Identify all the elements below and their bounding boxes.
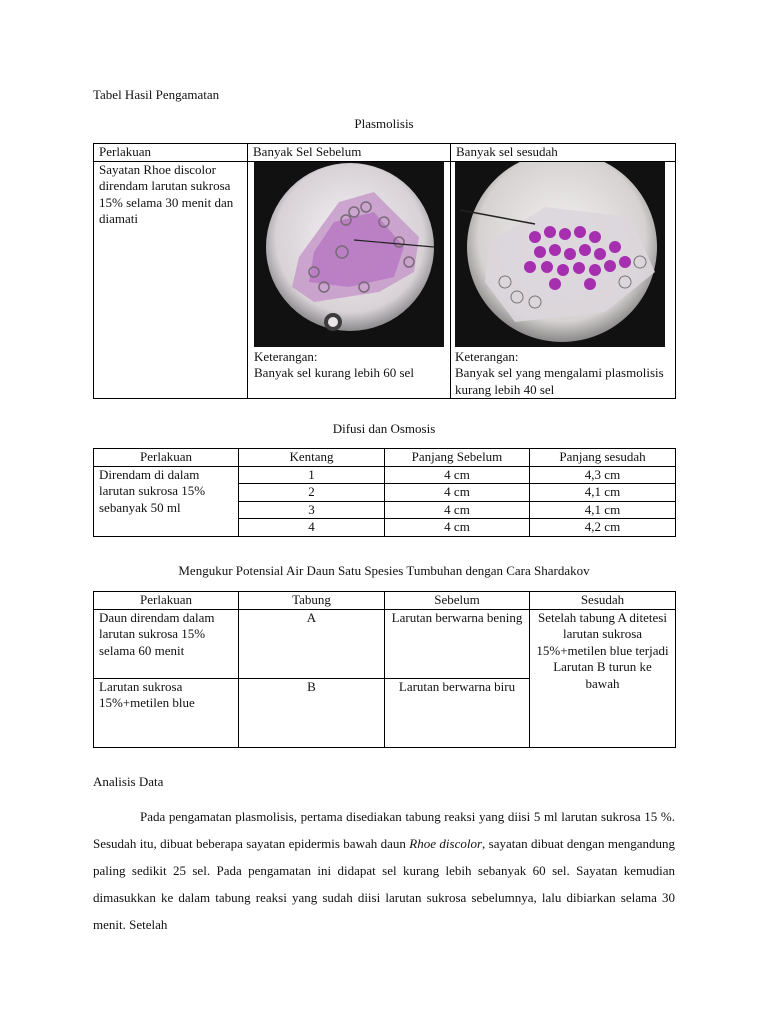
col-header-perlakuan: Perlakuan — [94, 592, 239, 610]
ket-label-before: Keterangan: — [254, 348, 318, 364]
ket-before: Banyak sel kurang lebih 60 sel — [254, 365, 414, 380]
plasmolisis-table — [93, 143, 676, 399]
sebelum-cell: Larutan berwarna biru — [385, 678, 530, 747]
tabung-cell: B — [239, 678, 385, 747]
page-heading: Tabel Hasil Pengamatan — [93, 87, 220, 102]
sesudah-cell: 4,2 cm — [530, 519, 676, 537]
paragraph-text-end: , sayatan dibuat dengan mengandung paling sedikit 25 sel. Pada pengamatan ini didapat sel kurang lebih sebanyak 60 sel. Sayatan kemudian dimasukkan ke dalam tabung reaksi yang sudah diisi larutan sukrosa sebelumnya, lalu dibiarkan selama 30 menit. Setelah — [93, 836, 675, 932]
col-header-panjang-sesudah: Panjang sesudah — [530, 449, 676, 467]
perlakuan-cell: Larutan sukrosa 15%+metilen blue — [94, 678, 239, 747]
sesudah-cell: 4,1 cm — [530, 501, 676, 519]
sebelum-cell: 4 cm — [385, 501, 530, 519]
ket-label-after: Keterangan: — [455, 348, 519, 364]
col-header-sesudah: Sesudah — [530, 592, 676, 610]
ket-after: Banyak sel yang mengalami plasmolisis kurang lebih 40 sel — [455, 365, 664, 397]
micrograph-before — [254, 162, 444, 347]
kentang-cell: 4 — [239, 519, 385, 537]
sesudah-cell: Setelah tabung A ditetesi larutan sukrosa 15%+metilen blue terjadi Larutan B turun ke bawah — [530, 609, 676, 747]
col-header-sesudah: Banyak sel sesudah — [451, 144, 676, 162]
difusi-title: Difusi dan Osmosis — [332, 421, 436, 436]
sebelum-cell: 4 cm — [385, 466, 530, 484]
sebelum-cell: 4 cm — [385, 484, 530, 502]
analisis-title: Analisis Data — [93, 774, 164, 789]
perlakuan-cell: Daun direndam dalam larutan sukrosa 15% selama 60 menit — [94, 609, 239, 678]
micrograph-after — [455, 162, 665, 347]
col-header-perlakuan: Perlakuan — [94, 449, 239, 467]
sesudah-cell: 4,1 cm — [530, 484, 676, 502]
analisis-paragraph — [93, 803, 675, 938]
sebelum-cell: 4 cm — [385, 519, 530, 537]
table-row — [94, 609, 676, 678]
sebelum-cell: Larutan berwarna bening — [385, 609, 530, 678]
col-header-kentang: Kentang — [239, 449, 385, 467]
paragraph-text-start: Pada pengamatan plasmolisis, pertama disediakan tabung reaksi yang diisi 5 ml larutan sukrosa 15 %. Sesudah itu, dibuat beberapa sayatan epidermis bawah daun — [93, 809, 675, 851]
kentang-cell: 2 — [239, 484, 385, 502]
col-header-sebelum: Sebelum — [385, 592, 530, 610]
perlakuan-cell: Sayatan Rhoe discolor direndam larutan sukrosa 15% selama 30 menit dan diamati — [94, 161, 248, 399]
shardakov-table — [93, 591, 676, 748]
table-row — [94, 466, 676, 484]
col-header-sebelum: Banyak Sel Sebelum — [248, 144, 451, 162]
perlakuan-cell: Direndam di dalam larutan sukrosa 15% sebanyak 50 ml — [94, 466, 239, 536]
col-header-panjang-sebelum: Panjang Sebelum — [385, 449, 530, 467]
sesudah-cell: 4,3 cm — [530, 466, 676, 484]
shardakov-title: Mengukur Potensial Air Daun Satu Spesies Tumbuhan dengan Cara Shardakov — [178, 563, 590, 578]
tabung-cell: A — [239, 609, 385, 678]
species-name: Rhoe discolor — [409, 836, 483, 851]
col-header-tabung: Tabung — [239, 592, 385, 610]
plasmolisis-title: Plasmolisis — [354, 116, 414, 131]
kentang-cell: 1 — [239, 466, 385, 484]
difusi-table — [93, 448, 676, 537]
kentang-cell: 3 — [239, 501, 385, 519]
col-header-perlakuan: Perlakuan — [94, 144, 248, 162]
